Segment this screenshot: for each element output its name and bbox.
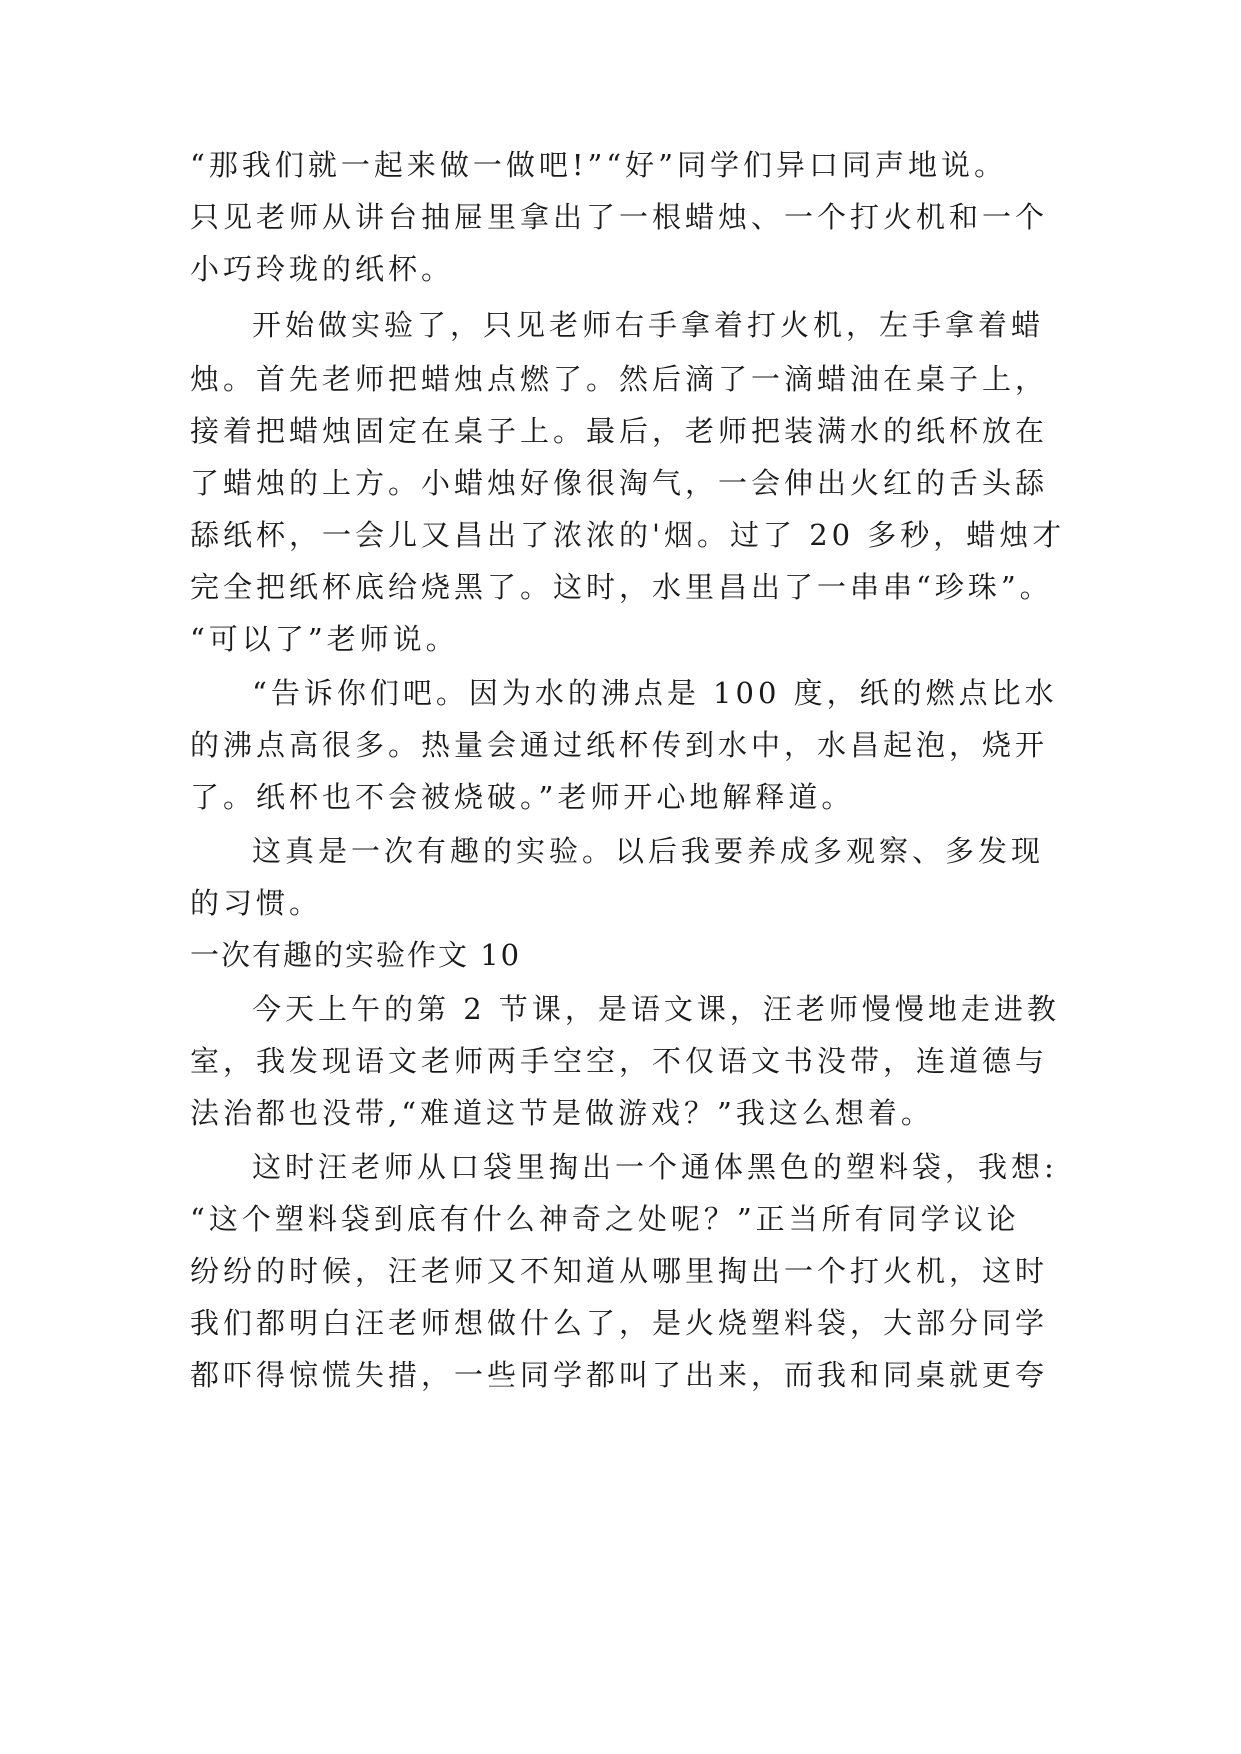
text-line-7: 了蜡烛的上方。小蜡烛好像很淘气，一会伸出火红的舌头舔 [190, 466, 1049, 500]
text-line-23: 我们都明白汪老师想做什么了，是火烧塑料袋，大部分同学 [190, 1306, 1049, 1340]
text-line-9: 完全把纸杯底给烧黑了。这时，水里昌出了一串串“珍珠”。 [190, 570, 1053, 604]
text-line-22: 纷纷的时候，汪老师又不知道从哪里掏出一个打火机，这时 [190, 1254, 1049, 1288]
text-line-17: 今天上午的第 2 节课，是语文课，汪老师慢慢地走进教 [252, 992, 1060, 1026]
text-line-19: 法治都也没带,“难道这节是做游戏？”我这么想着。 [190, 1096, 934, 1130]
text-line-20: 这时汪老师从口袋里掏出一个通体黑色的塑料袋，我想: [252, 1150, 1058, 1184]
text-line-4: 开始做实验了，只见老师右手拿着打火机，左手拿着蜡 [252, 308, 1045, 342]
text-line-2: 只见老师从讲台抽屉里拿出了一根蜡烛、一个打火机和一个 [190, 200, 1049, 234]
text-line-13: 了。纸杯也不会被烧破。”老师开心地解释道。 [190, 780, 855, 814]
text-line-24: 都吓得惊慌失措，一些同学都叫了出来，而我和同桌就更夸 [190, 1358, 1049, 1392]
text-line-5: 烛。首先老师把蜡烛点燃了。然后滴了一滴蜡油在桌子上， [190, 362, 1049, 396]
text-line-12: 的沸点高很多。热量会通过纸杯传到水中，水昌起泡，烧开 [190, 728, 1049, 762]
text-line-6: 接着把蜡烛固定在桌子上。最后，老师把装满水的纸杯放在 [190, 414, 1049, 448]
text-line-11: “告诉你们吧。因为水的沸点是 100 度，纸的燃点比水 [252, 676, 1058, 710]
text-line-10: “可以了”老师说。 [190, 622, 459, 656]
text-line-21: “这个塑料袋到底有什么神奇之处呢？”正当所有同学议论 [190, 1202, 1020, 1236]
text-line-14: 这真是一次有趣的实验。以后我要养成多观察、多发现 [252, 834, 1045, 868]
text-line-3: 小巧玲珑的纸杯。 [190, 252, 455, 286]
text-line-15: 的习惯。 [190, 886, 323, 920]
text-line-18: 室，我发现语文老师两手空空，不仅语文书没带，连道德与 [190, 1044, 1049, 1078]
text-line-1: “那我们就一起来做一做吧!”“好”同学们异口同声地说。 [190, 148, 1007, 182]
text-line-8: 舔纸杯，一会儿又昌出了浓浓的'烟。过了 20 多秒，蜡烛才 [190, 518, 1066, 552]
section-heading: 一次有趣的实验作文 10 [190, 938, 522, 972]
